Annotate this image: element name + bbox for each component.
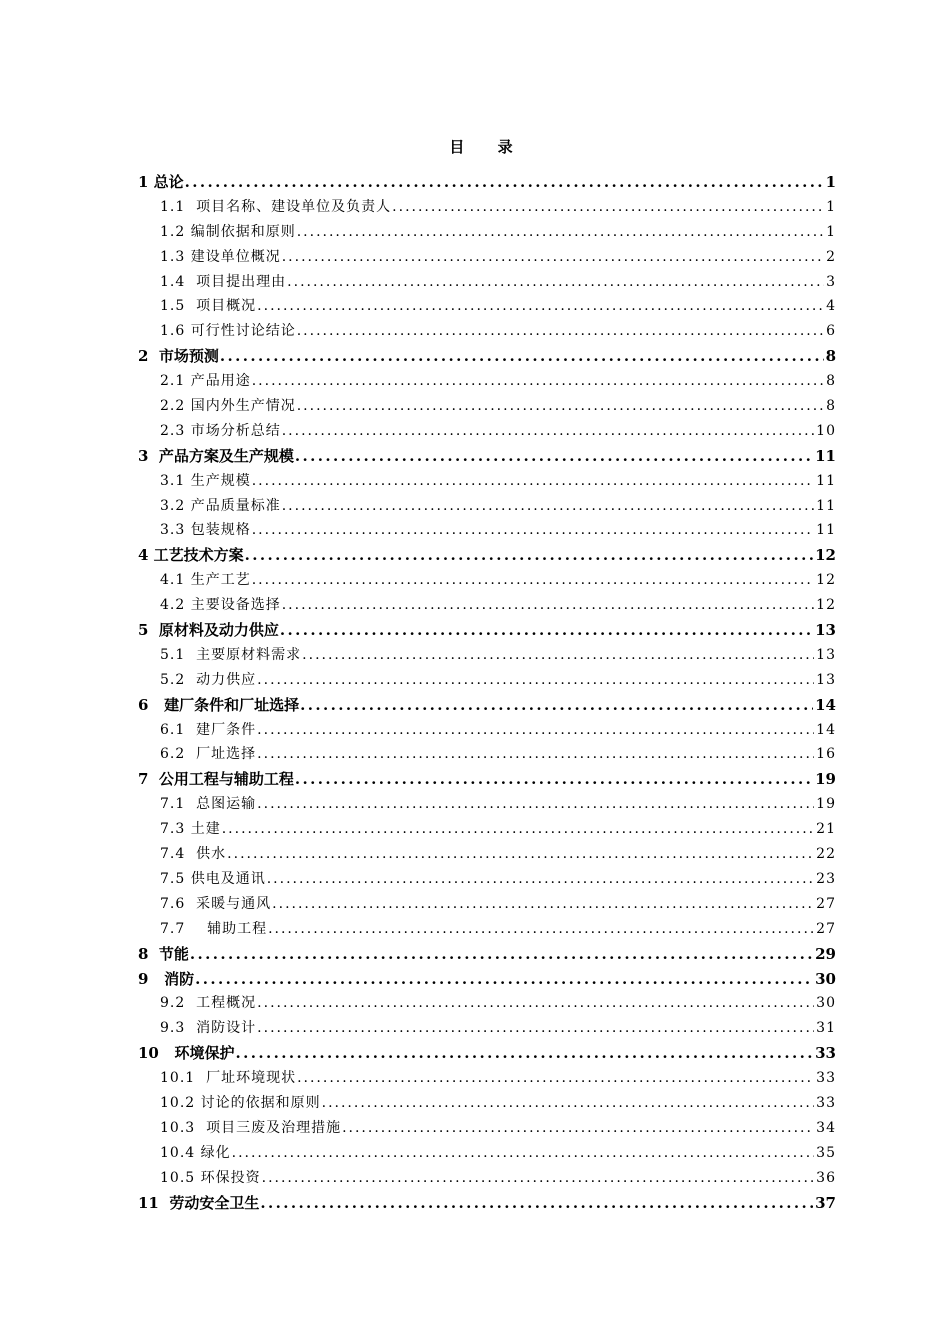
toc-dot-leader xyxy=(260,1191,813,1216)
toc-entry-label: 2.1 产品用途 xyxy=(160,373,251,390)
toc-chapter-entry[interactable] xyxy=(138,444,836,469)
toc-page-number: 34 xyxy=(816,1119,836,1136)
toc-section-entry[interactable] xyxy=(138,568,836,593)
toc-page-number: 2 xyxy=(826,248,836,265)
toc-entry-label: 9.3 消防设计 xyxy=(160,1020,257,1037)
toc-dot-leader xyxy=(295,444,813,469)
toc-page-number: 33 xyxy=(816,1094,836,1111)
toc-entry-label: 2.2 国内外生产情况 xyxy=(160,398,296,415)
toc-entry-label: 1.1 项目名称、建设单位及负责人 xyxy=(160,198,392,215)
toc-dot-leader xyxy=(257,991,814,1016)
toc-dot-leader xyxy=(392,195,824,220)
toc-page-number: 37 xyxy=(815,1193,836,1212)
toc-dot-leader xyxy=(287,270,824,295)
toc-page-number: 12 xyxy=(816,572,836,589)
toc-entry-label: 4.2 主要设备选择 xyxy=(160,597,281,614)
toc-section-entry[interactable] xyxy=(138,419,836,444)
toc-page-number: 21 xyxy=(816,821,836,838)
toc-page-number: 27 xyxy=(816,920,836,937)
toc-section-entry[interactable] xyxy=(138,1091,836,1116)
toc-page-number: 12 xyxy=(815,546,836,565)
toc-dot-leader xyxy=(280,618,813,643)
toc-entry-label: 5.1 主要原材料需求 xyxy=(160,646,302,663)
toc-entry-label: 3.2 产品质量标准 xyxy=(160,497,281,514)
toc-entry-label: 10 环境保护 xyxy=(138,1044,235,1063)
toc-entry-label: 7.4 供水 xyxy=(160,846,227,863)
toc-page-number: 8 xyxy=(826,373,836,390)
toc-dot-leader xyxy=(222,817,814,842)
toc-page-number: 1 xyxy=(826,223,836,240)
toc-entry-label: 8 节能 xyxy=(138,944,189,963)
toc-chapter-entry[interactable] xyxy=(138,344,836,369)
toc-dot-leader xyxy=(302,643,814,668)
toc-page-number: 13 xyxy=(815,621,836,640)
toc-dot-leader xyxy=(257,668,814,693)
toc-dot-leader xyxy=(297,394,824,419)
toc-page-number: 35 xyxy=(816,1144,836,1161)
toc-section-entry[interactable] xyxy=(138,369,836,394)
toc-page-number: 16 xyxy=(816,746,836,763)
toc-page-number: 8 xyxy=(825,347,836,366)
toc-page-number: 23 xyxy=(816,870,836,887)
toc-page-number: 33 xyxy=(815,1044,836,1063)
toc-dot-leader xyxy=(252,469,814,494)
toc-chapter-entry[interactable] xyxy=(138,942,836,967)
toc-dot-leader xyxy=(252,568,814,593)
toc-entry-label: 10.1 厂址环境现状 xyxy=(160,1070,297,1087)
toc-dot-leader xyxy=(282,494,814,519)
toc-entry-label: 1.3 建设单位概况 xyxy=(160,248,281,265)
toc-dot-leader xyxy=(300,693,813,718)
toc-chapter-entry[interactable] xyxy=(138,1041,836,1066)
toc-page-number: 19 xyxy=(816,796,836,813)
toc-page-number: 12 xyxy=(816,597,836,614)
toc-entry-label: 1 总论 xyxy=(138,173,184,191)
toc-page-number: 13 xyxy=(816,646,836,663)
toc-dot-leader xyxy=(268,917,814,942)
toc-entry-label: 5.2 动力供应 xyxy=(160,671,257,688)
toc-section-entry[interactable] xyxy=(138,792,836,817)
toc-section-entry[interactable] xyxy=(138,1066,836,1091)
toc-page-number: 11 xyxy=(816,472,836,489)
toc-section-entry[interactable] xyxy=(138,195,836,220)
toc-page-number: 27 xyxy=(816,895,836,912)
toc-section-entry[interactable] xyxy=(138,718,836,743)
toc-entry-label: 9.2 工程概况 xyxy=(160,995,257,1012)
toc-dot-leader xyxy=(295,767,813,792)
toc-section-entry[interactable] xyxy=(138,1116,836,1141)
toc-dot-leader xyxy=(195,967,813,992)
toc-chapter-entry[interactable] xyxy=(138,767,836,792)
toc-page-number: 14 xyxy=(815,695,836,714)
toc-section-entry[interactable] xyxy=(138,1141,836,1166)
toc-entry-label: 1.2 编制依据和原则 xyxy=(160,223,296,240)
toc-section-entry[interactable] xyxy=(138,892,836,917)
toc-section-entry[interactable] xyxy=(138,1166,836,1191)
toc-entry-label: 7.6 采暖与通风 xyxy=(160,895,272,912)
toc-page-number: 33 xyxy=(816,1070,836,1087)
toc-section-entry[interactable] xyxy=(138,842,836,867)
toc-page-number: 29 xyxy=(815,944,836,963)
toc-entry-label: 7 公用工程与辅助工程 xyxy=(138,770,294,789)
toc-dot-leader xyxy=(245,543,813,568)
toc-entry-label: 2 市场预测 xyxy=(138,347,219,366)
toc-page-number: 3 xyxy=(826,273,836,290)
toc-chapter-entry[interactable] xyxy=(138,967,836,992)
toc-section-entry[interactable] xyxy=(138,394,836,419)
toc-section-entry[interactable] xyxy=(138,593,836,618)
toc-dot-leader xyxy=(297,1066,814,1091)
toc-dot-leader xyxy=(282,245,824,270)
toc-entry-label: 3.1 生产规模 xyxy=(160,472,251,489)
toc-page-number: 11 xyxy=(815,446,836,465)
toc-dot-leader xyxy=(185,170,824,195)
toc-entry-label: 10.5 环保投资 xyxy=(160,1169,261,1186)
toc-entry-label: 6 建厂条件和厂址选择 xyxy=(138,695,300,714)
toc-page-number: 19 xyxy=(815,770,836,789)
toc-section-entry[interactable] xyxy=(138,917,836,942)
toc-entry-label: 11 劳动安全卫生 xyxy=(138,1193,260,1212)
toc-entry-label: 6.2 厂址选择 xyxy=(160,746,257,763)
toc-entry-label: 10.3 项目三废及治理措施 xyxy=(160,1119,342,1136)
toc-section-entry[interactable] xyxy=(138,1016,836,1041)
toc-section-entry[interactable] xyxy=(138,742,836,767)
toc-page-number: 4 xyxy=(826,298,836,315)
toc-entry-label: 4.1 生产工艺 xyxy=(160,572,251,589)
toc-dot-leader xyxy=(297,220,824,245)
toc-section-entry[interactable] xyxy=(138,220,836,245)
toc-dot-leader xyxy=(220,344,824,369)
toc-section-entry[interactable] xyxy=(138,319,836,344)
toc-section-entry[interactable] xyxy=(138,991,836,1016)
toc-entry-label: 10.2 讨论的依据和原则 xyxy=(160,1094,321,1111)
toc-section-entry[interactable] xyxy=(138,294,836,319)
toc-dot-leader xyxy=(252,518,814,543)
toc-chapter-entry[interactable] xyxy=(138,1191,836,1216)
toc-page-number: 36 xyxy=(816,1169,836,1186)
toc-chapter-entry[interactable] xyxy=(138,618,836,643)
toc-page-number: 22 xyxy=(816,846,836,863)
toc-entry-label: 7.3 土建 xyxy=(160,821,221,838)
toc-entry-label: 7.5 供电及通讯 xyxy=(160,870,266,887)
toc-dot-leader xyxy=(322,1091,815,1116)
toc-chapter-entry[interactable] xyxy=(138,170,836,195)
toc-entry-label: 2.3 市场分析总结 xyxy=(160,422,281,439)
toc-section-entry[interactable] xyxy=(138,817,836,842)
toc-page-number: 14 xyxy=(816,721,836,738)
toc-entry-label: 6.1 建厂条件 xyxy=(160,721,257,738)
toc-page-number: 30 xyxy=(815,969,836,988)
toc-entry-label: 7.1 总图运输 xyxy=(160,796,257,813)
toc-dot-leader xyxy=(297,319,824,344)
toc-page-number: 1 xyxy=(826,198,836,215)
toc-dot-leader xyxy=(236,1041,814,1066)
toc-page-number: 31 xyxy=(816,1020,836,1037)
toc-page-number: 11 xyxy=(816,522,836,539)
toc-dot-leader xyxy=(342,1116,814,1141)
toc-page-number: 6 xyxy=(826,323,836,340)
toc-dot-leader xyxy=(282,593,814,618)
toc-page-number: 11 xyxy=(816,497,836,514)
toc-section-entry[interactable] xyxy=(138,469,836,494)
table-of-contents xyxy=(138,170,836,1215)
toc-dot-leader xyxy=(257,718,814,743)
toc-title: 目 录 xyxy=(449,138,527,156)
toc-section-entry[interactable] xyxy=(138,867,836,892)
toc-dot-leader xyxy=(272,892,814,917)
toc-chapter-entry[interactable] xyxy=(138,693,836,718)
toc-dot-leader xyxy=(267,867,814,892)
toc-entry-label: 7.7 辅助工程 xyxy=(160,920,268,937)
toc-dot-leader xyxy=(257,1016,814,1041)
toc-section-entry[interactable] xyxy=(138,270,836,295)
toc-page-number: 1 xyxy=(825,173,836,191)
toc-dot-leader xyxy=(232,1141,815,1166)
toc-page-number: 13 xyxy=(816,671,836,688)
toc-page-number: 10 xyxy=(816,422,836,439)
toc-entry-label: 1.6 可行性讨论结论 xyxy=(160,323,296,340)
toc-section-entry[interactable] xyxy=(138,245,836,270)
toc-dot-leader xyxy=(257,742,814,767)
toc-dot-leader xyxy=(190,942,813,967)
toc-entry-label: 10.4 绿化 xyxy=(160,1144,231,1161)
toc-entry-label: 1.4 项目提出理由 xyxy=(160,273,287,290)
toc-entry-label: 5 原材料及动力供应 xyxy=(138,621,279,640)
toc-dot-leader xyxy=(262,1166,815,1191)
toc-page-number: 8 xyxy=(826,398,836,415)
toc-dot-leader xyxy=(252,369,824,394)
toc-entry-label: 3.3 包装规格 xyxy=(160,522,251,539)
toc-section-entry[interactable] xyxy=(138,518,836,543)
toc-chapter-entry[interactable] xyxy=(138,543,836,568)
toc-entry-label: 3 产品方案及生产规模 xyxy=(138,446,294,465)
toc-dot-leader xyxy=(282,419,814,444)
toc-section-entry[interactable] xyxy=(138,668,836,693)
toc-section-entry[interactable] xyxy=(138,494,836,519)
toc-entry-label: 9 消防 xyxy=(138,969,195,988)
toc-section-entry[interactable] xyxy=(138,643,836,668)
toc-dot-leader xyxy=(257,294,824,319)
toc-page-number: 30 xyxy=(816,995,836,1012)
toc-dot-leader xyxy=(227,842,814,867)
toc-entry-label: 4 工艺技术方案 xyxy=(138,546,244,565)
toc-dot-leader xyxy=(257,792,814,817)
toc-entry-label: 1.5 项目概况 xyxy=(160,298,257,315)
